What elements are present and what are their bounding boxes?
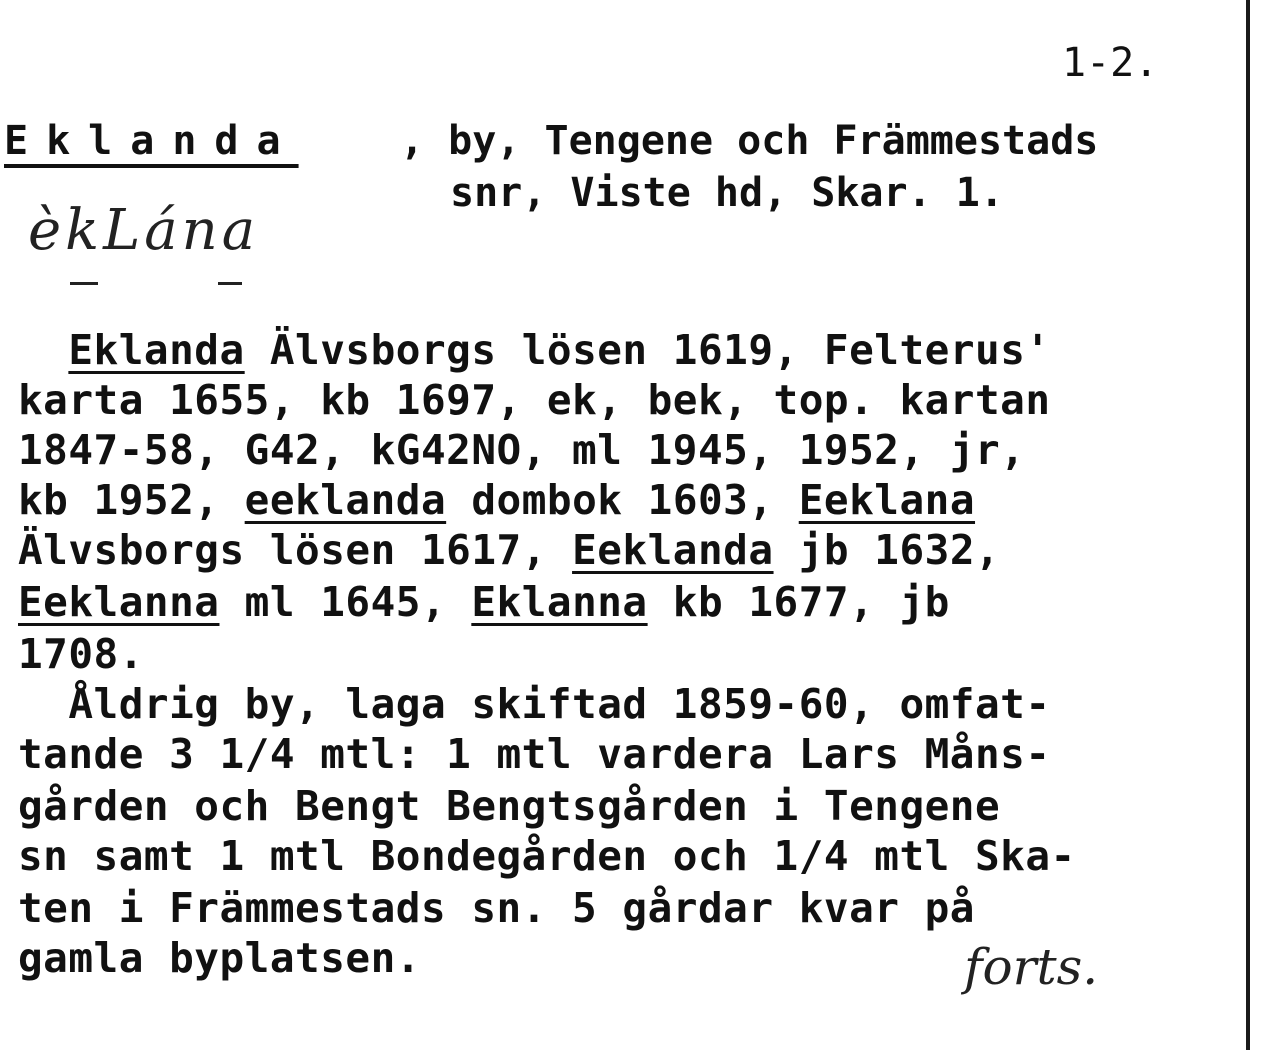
paragraph1-line (18, 526, 1000, 574)
underlined-name-form: Eeklanda (572, 526, 774, 574)
line-text: kb 1952, (18, 476, 245, 524)
paragraph2-line: ten i Främmestads sn. 5 gårdar kvar på (18, 884, 975, 932)
paragraph2-line: sn samt 1 mtl Bondegården och 1/4 mtl Ska- (18, 832, 1076, 880)
line-indent (18, 326, 68, 374)
underlined-name-form: eeklanda (244, 476, 447, 524)
heading-district-line: snr, Viste hd, Skar. 1. (450, 170, 1004, 216)
place-name-heading: Eklanda (4, 118, 299, 164)
continued-note: forts. (964, 938, 1099, 996)
page-number: 1-2. (1062, 40, 1159, 86)
card-edge-line (1246, 0, 1250, 1050)
underlined-name-form: Eklanna (471, 578, 648, 626)
paragraph2-line: Åldrig by, laga skiftad 1859-60, omfat- (18, 680, 1051, 728)
line-text: jb 1632, (773, 526, 1001, 574)
line-text: 1708. (18, 630, 144, 678)
paragraph1-line (18, 376, 1051, 424)
underlined-name-form: Eeklana (798, 476, 976, 524)
pronunciation-underline-1 (70, 282, 98, 285)
line-text: karta 1655, kb 1697, ek, bek, top. kartan (18, 376, 1051, 424)
line-text: kb 1677, jb (647, 578, 950, 626)
line-text: ml 1645, (219, 578, 472, 626)
paragraph1-line (18, 476, 975, 524)
heading-parishes-line: , by, Tengene och Främmestads (400, 118, 1099, 164)
underlined-name-form: Eklanda (68, 326, 245, 374)
paragraph2-line: gamla byplatsen. (18, 934, 421, 982)
paragraph1-line (18, 578, 950, 626)
underlined-name-form: Eeklanna (18, 578, 220, 626)
line-text: 1847-58, G42, kG42NO, ml 1945, 1952, jr, (18, 426, 1026, 474)
paragraph1-line (18, 426, 1025, 474)
paragraph1-line (18, 326, 1051, 374)
paragraph2-line: gården och Bengt Bengtsgården i Tengene (18, 782, 1001, 830)
paragraph2-line: tande 3 1/4 mtl: 1 mtl vardera Lars Måns- (18, 730, 1051, 778)
line-text: Älvsborgs lösen 1619, Felterus' (244, 326, 1051, 374)
handwritten-pronunciation: èkLána (28, 198, 260, 263)
line-text: Älvsborgs lösen 1617, (18, 526, 573, 574)
paragraph1-line (18, 630, 144, 678)
line-text: dombok 1603, (446, 476, 799, 524)
pronunciation-underline-2 (218, 282, 242, 285)
